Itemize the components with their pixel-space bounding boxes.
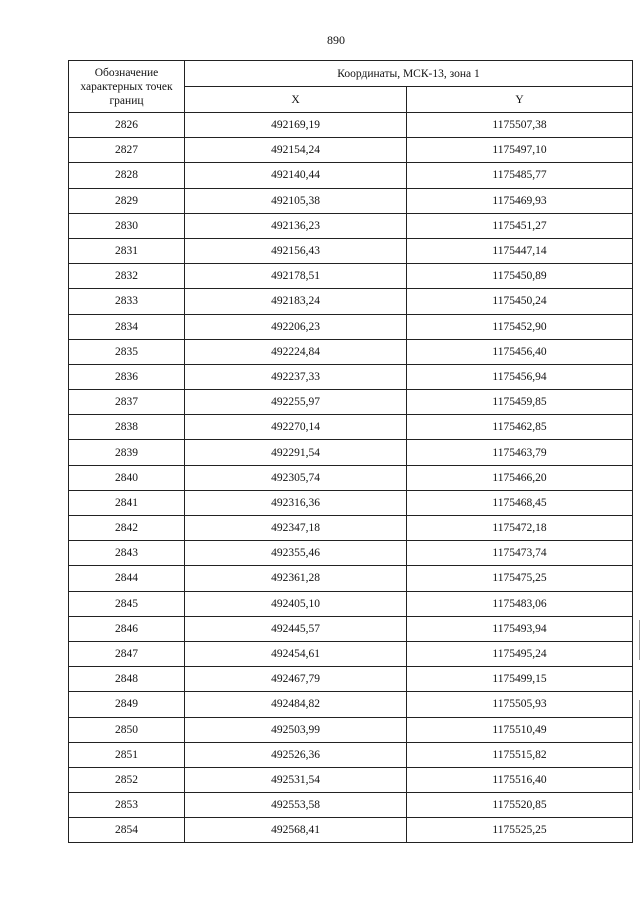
x-cell: 492178,51 — [185, 264, 407, 289]
table-row — [69, 641, 633, 666]
table-row — [69, 314, 633, 339]
x-cell: 492270,14 — [185, 415, 407, 440]
point-cell: 2852 — [69, 767, 185, 792]
point-cell: 2830 — [69, 213, 185, 238]
y-cell: 1175466,20 — [407, 465, 633, 490]
y-cell: 1175468,45 — [407, 490, 633, 515]
x-cell: 492503,99 — [185, 717, 407, 742]
y-cell: 1175447,14 — [407, 238, 633, 263]
table-row — [69, 490, 633, 515]
point-cell: 2840 — [69, 465, 185, 490]
y-cell: 1175485,77 — [407, 163, 633, 188]
point-cell: 2847 — [69, 641, 185, 666]
x-cell: 492454,61 — [185, 641, 407, 666]
y-cell: 1175525,25 — [407, 818, 633, 843]
table-row — [69, 213, 633, 238]
x-cell: 492169,19 — [185, 113, 407, 138]
x-cell: 492136,23 — [185, 213, 407, 238]
x-cell: 492206,23 — [185, 314, 407, 339]
x-cell: 492156,43 — [185, 238, 407, 263]
y-cell: 1175495,24 — [407, 641, 633, 666]
table-row — [69, 793, 633, 818]
table-row — [69, 364, 633, 389]
point-cell: 2853 — [69, 793, 185, 818]
x-cell: 492361,28 — [185, 566, 407, 591]
point-cell: 2835 — [69, 339, 185, 364]
y-cell: 1175505,93 — [407, 692, 633, 717]
table-row — [69, 440, 633, 465]
x-cell: 492183,24 — [185, 289, 407, 314]
x-cell: 492484,82 — [185, 692, 407, 717]
y-column-header: Y — [407, 87, 633, 113]
x-cell: 492224,84 — [185, 339, 407, 364]
coordinates-table — [68, 60, 633, 843]
y-cell: 1175452,90 — [407, 314, 633, 339]
x-cell: 492355,46 — [185, 541, 407, 566]
table-row — [69, 742, 633, 767]
table-row — [69, 818, 633, 843]
point-cell: 2838 — [69, 415, 185, 440]
y-cell: 1175459,85 — [407, 390, 633, 415]
point-cell: 2842 — [69, 516, 185, 541]
table-body — [69, 113, 633, 843]
point-cell: 2843 — [69, 541, 185, 566]
x-cell: 492526,36 — [185, 742, 407, 767]
y-cell: 1175516,40 — [407, 767, 633, 792]
y-cell: 1175451,27 — [407, 213, 633, 238]
point-cell: 2828 — [69, 163, 185, 188]
x-cell: 492237,33 — [185, 364, 407, 389]
x-cell: 492531,54 — [185, 767, 407, 792]
table-row — [69, 415, 633, 440]
x-cell: 492467,79 — [185, 667, 407, 692]
y-cell: 1175463,79 — [407, 440, 633, 465]
point-designation-header: Обозначение характерных точек границ — [69, 61, 185, 113]
point-cell: 2845 — [69, 591, 185, 616]
x-cell: 492316,36 — [185, 490, 407, 515]
table-row — [69, 717, 633, 742]
x-column-header: X — [185, 87, 407, 113]
table-row — [69, 238, 633, 263]
point-cell: 2832 — [69, 264, 185, 289]
point-cell: 2846 — [69, 616, 185, 641]
point-cell: 2849 — [69, 692, 185, 717]
table-row — [69, 113, 633, 138]
table-row — [69, 390, 633, 415]
table-row — [69, 289, 633, 314]
y-cell: 1175450,24 — [407, 289, 633, 314]
table-row — [69, 692, 633, 717]
table-row — [69, 516, 633, 541]
coordinates-header: Координаты, МСК-13, зона 1 — [185, 61, 633, 87]
page-number: 890 — [327, 33, 345, 47]
y-cell: 1175450,89 — [407, 264, 633, 289]
table-row — [69, 541, 633, 566]
y-cell: 1175515,82 — [407, 742, 633, 767]
point-cell: 2850 — [69, 717, 185, 742]
table-row — [69, 188, 633, 213]
x-cell: 492291,54 — [185, 440, 407, 465]
table-row — [69, 566, 633, 591]
point-cell: 2836 — [69, 364, 185, 389]
x-cell: 492347,18 — [185, 516, 407, 541]
table-row — [69, 264, 633, 289]
y-cell: 1175462,85 — [407, 415, 633, 440]
y-cell: 1175473,74 — [407, 541, 633, 566]
point-cell: 2851 — [69, 742, 185, 767]
table-row — [69, 667, 633, 692]
point-cell: 2844 — [69, 566, 185, 591]
point-cell: 2827 — [69, 138, 185, 163]
table-row — [69, 465, 633, 490]
y-cell: 1175510,49 — [407, 717, 633, 742]
point-cell: 2854 — [69, 818, 185, 843]
point-cell: 2829 — [69, 188, 185, 213]
point-cell: 2831 — [69, 238, 185, 263]
x-cell: 492154,24 — [185, 138, 407, 163]
point-cell: 2839 — [69, 440, 185, 465]
y-cell: 1175483,06 — [407, 591, 633, 616]
y-cell: 1175520,85 — [407, 793, 633, 818]
x-cell: 492255,97 — [185, 390, 407, 415]
x-cell: 492140,44 — [185, 163, 407, 188]
y-cell: 1175469,93 — [407, 188, 633, 213]
y-cell: 1175499,15 — [407, 667, 633, 692]
y-cell: 1175475,25 — [407, 566, 633, 591]
y-cell: 1175456,94 — [407, 364, 633, 389]
point-cell: 2834 — [69, 314, 185, 339]
y-cell: 1175493,94 — [407, 616, 633, 641]
table-row — [69, 138, 633, 163]
point-cell: 2826 — [69, 113, 185, 138]
table-row — [69, 767, 633, 792]
x-cell: 492105,38 — [185, 188, 407, 213]
x-cell: 492305,74 — [185, 465, 407, 490]
y-cell: 1175497,10 — [407, 138, 633, 163]
table-row — [69, 591, 633, 616]
point-cell: 2841 — [69, 490, 185, 515]
table-row — [69, 163, 633, 188]
point-cell: 2848 — [69, 667, 185, 692]
x-cell: 492568,41 — [185, 818, 407, 843]
y-cell: 1175456,40 — [407, 339, 633, 364]
table-row — [69, 339, 633, 364]
point-cell: 2837 — [69, 390, 185, 415]
point-cell: 2833 — [69, 289, 185, 314]
x-cell: 492553,58 — [185, 793, 407, 818]
y-cell: 1175472,18 — [407, 516, 633, 541]
table-row — [69, 616, 633, 641]
y-cell: 1175507,38 — [407, 113, 633, 138]
x-cell: 492405,10 — [185, 591, 407, 616]
x-cell: 492445,57 — [185, 616, 407, 641]
